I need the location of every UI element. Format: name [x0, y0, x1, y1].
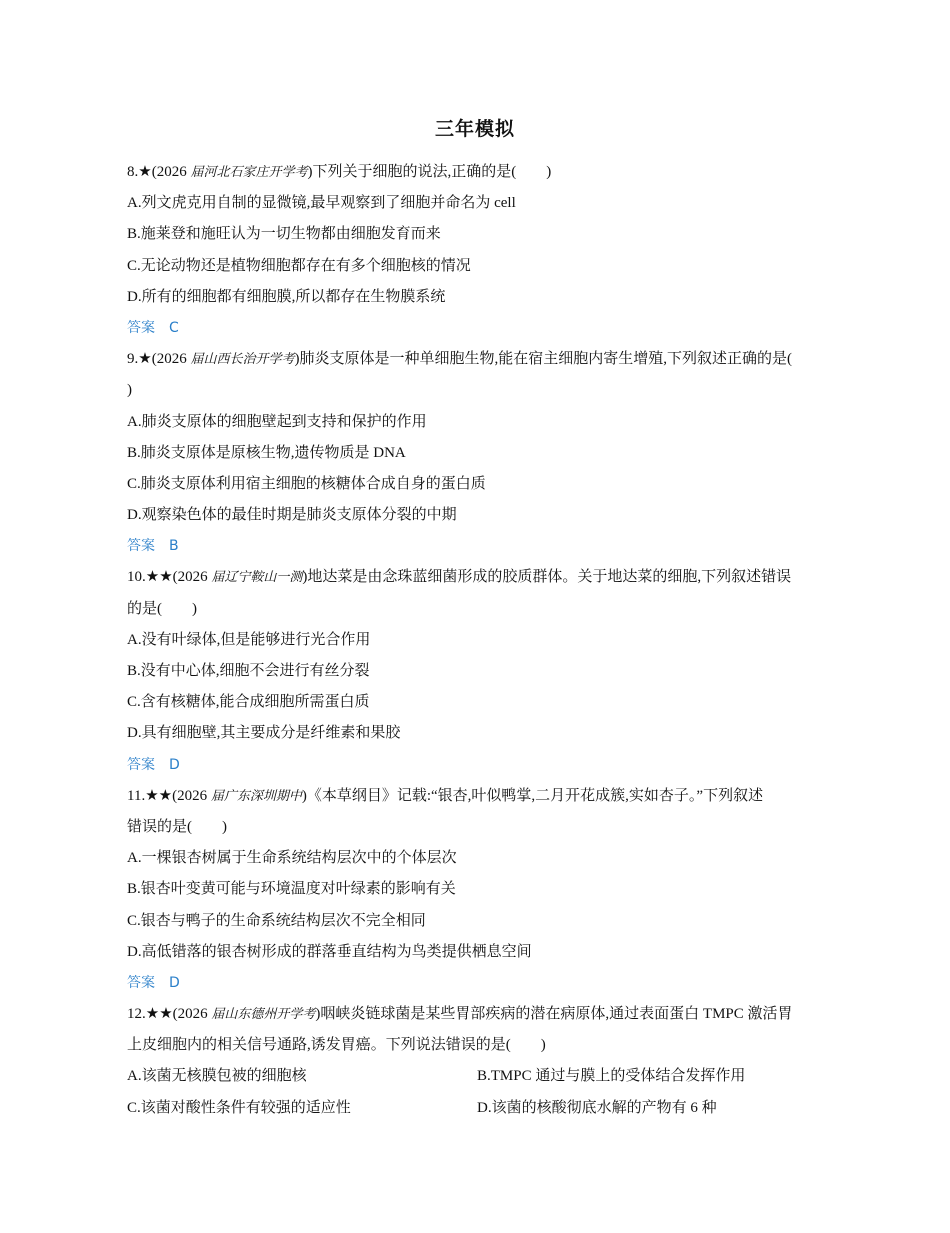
question-source: 届山西长治开学考 [190, 352, 295, 368]
option-d: D.高低错落的银杏树形成的群落垂直结构为鸟类提供栖息空间 [127, 943, 532, 960]
question-text: )下列关于细胞的说法,正确的是( ) [307, 164, 552, 180]
answer-value: C [169, 319, 179, 336]
option-a: A.没有叶绿体,但是能够进行光合作用 [127, 631, 371, 648]
option-b: B.没有中心体,细胞不会进行有丝分裂 [127, 663, 370, 679]
question-number: 8.★(2026 [127, 164, 191, 180]
option-b: B.施莱登和施旺认为一切生物都由细胞发育而来 [127, 226, 441, 243]
answer-value: B [169, 538, 179, 555]
question-number: 10.★★(2026 [127, 569, 212, 586]
question-source: 届河北石家庄开学考 [190, 165, 308, 180]
question-8-stem [127, 157, 827, 188]
option-b: B.肺炎支原体是原核生物,遗传物质是 DNA [127, 444, 406, 461]
answer-label: 答案 [127, 319, 155, 336]
question-text-continued: 错误的是( ) [127, 818, 227, 835]
answer-label: 答案 [127, 538, 155, 555]
answer-label: 答案 [127, 756, 155, 773]
option-d: D.观察染色体的最佳时期是肺炎支原体分裂的中期 [127, 507, 457, 524]
question-text: )咽峡炎链球菌是某些胃部疾病的潜在病原体,通过表面蛋白 TMPC 激活胃 [315, 1006, 793, 1023]
option-c: C.无论动物还是植物细胞都存在有多个细胞核的情况 [127, 257, 471, 274]
question-number: 12.★★(2026 [127, 1006, 212, 1023]
answer-value: D [169, 756, 180, 773]
question-list [127, 157, 827, 1124]
option-a: A.一棵银杏树属于生命系统结构层次中的个体层次 [127, 850, 457, 867]
option-a: A.列文虎克用自制的显微镜,最早观察到了细胞并命名为 cell [127, 195, 516, 212]
option-c: C.该菌对酸性条件有较强的适应性 [127, 1099, 351, 1116]
question-source: 届山东德州开学考 [211, 1007, 316, 1023]
option-a: A.该菌无核膜包被的细胞核 [127, 1068, 307, 1085]
answer-value: D [169, 974, 180, 991]
question-text-continued: ) [127, 382, 132, 399]
options-row [127, 1061, 827, 1092]
question-text-continued: 的是( ) [127, 600, 197, 617]
question-number: 11.★★(2026 [127, 787, 211, 804]
option-d: D.具有细胞壁,其主要成分是纤维素和果胶 [127, 725, 401, 742]
options-row [127, 1093, 827, 1124]
option-d: D.该菌的核酸彻底水解的产物有 6 种 [477, 1099, 717, 1116]
option-c: C.肺炎支原体利用宿主细胞的核糖体合成自身的蛋白质 [127, 475, 486, 492]
answer-label: 答案 [127, 974, 155, 991]
question-text: )地达菜是由念珠蓝细菌形成的胶质群体。关于地达菜的细胞,下列叙述错误 [302, 569, 792, 586]
option-b: B.银杏叶变黄可能与环境温度对叶绿素的影响有关 [127, 881, 456, 898]
answer-line [127, 750, 827, 781]
question-source: 届辽宁鞍山一测 [211, 570, 303, 586]
question-11-stem [127, 781, 827, 812]
question-12-stem [127, 999, 827, 1030]
question-text-continued: 上皮细胞内的相关信号通路,诱发胃癌。下列说法错误的是( ) [127, 1037, 546, 1054]
page-title: 三年模拟 [434, 118, 515, 140]
question-source: 届广东深圳期中 [210, 788, 302, 804]
question-text: )《本草纲目》记载:“银杏,叶似鸭掌,二月开花成簇,实如杏子。”下列叙述 [301, 787, 764, 804]
question-text: )肺炎支原体是一种单细胞生物,能在宿主细胞内寄生增殖,下列叙述正确的是( [294, 351, 792, 368]
option-c: C.含有核糖体,能合成细胞所需蛋白质 [127, 694, 370, 711]
answer-line [127, 313, 827, 344]
question-number: 9.★(2026 [127, 351, 191, 368]
option-d: D.所有的细胞都有细胞膜,所以都存在生物膜系统 [127, 288, 446, 305]
question-9-stem [127, 344, 827, 375]
answer-line [127, 968, 827, 999]
option-b: B.TMPC 通过与膜上的受体结合发挥作用 [477, 1068, 746, 1085]
option-a: A.肺炎支原体的细胞壁起到支持和保护的作用 [127, 413, 427, 430]
question-10-stem [127, 562, 827, 593]
answer-line [127, 531, 827, 562]
option-c: C.银杏与鸭子的生命系统结构层次不完全相同 [127, 912, 426, 929]
